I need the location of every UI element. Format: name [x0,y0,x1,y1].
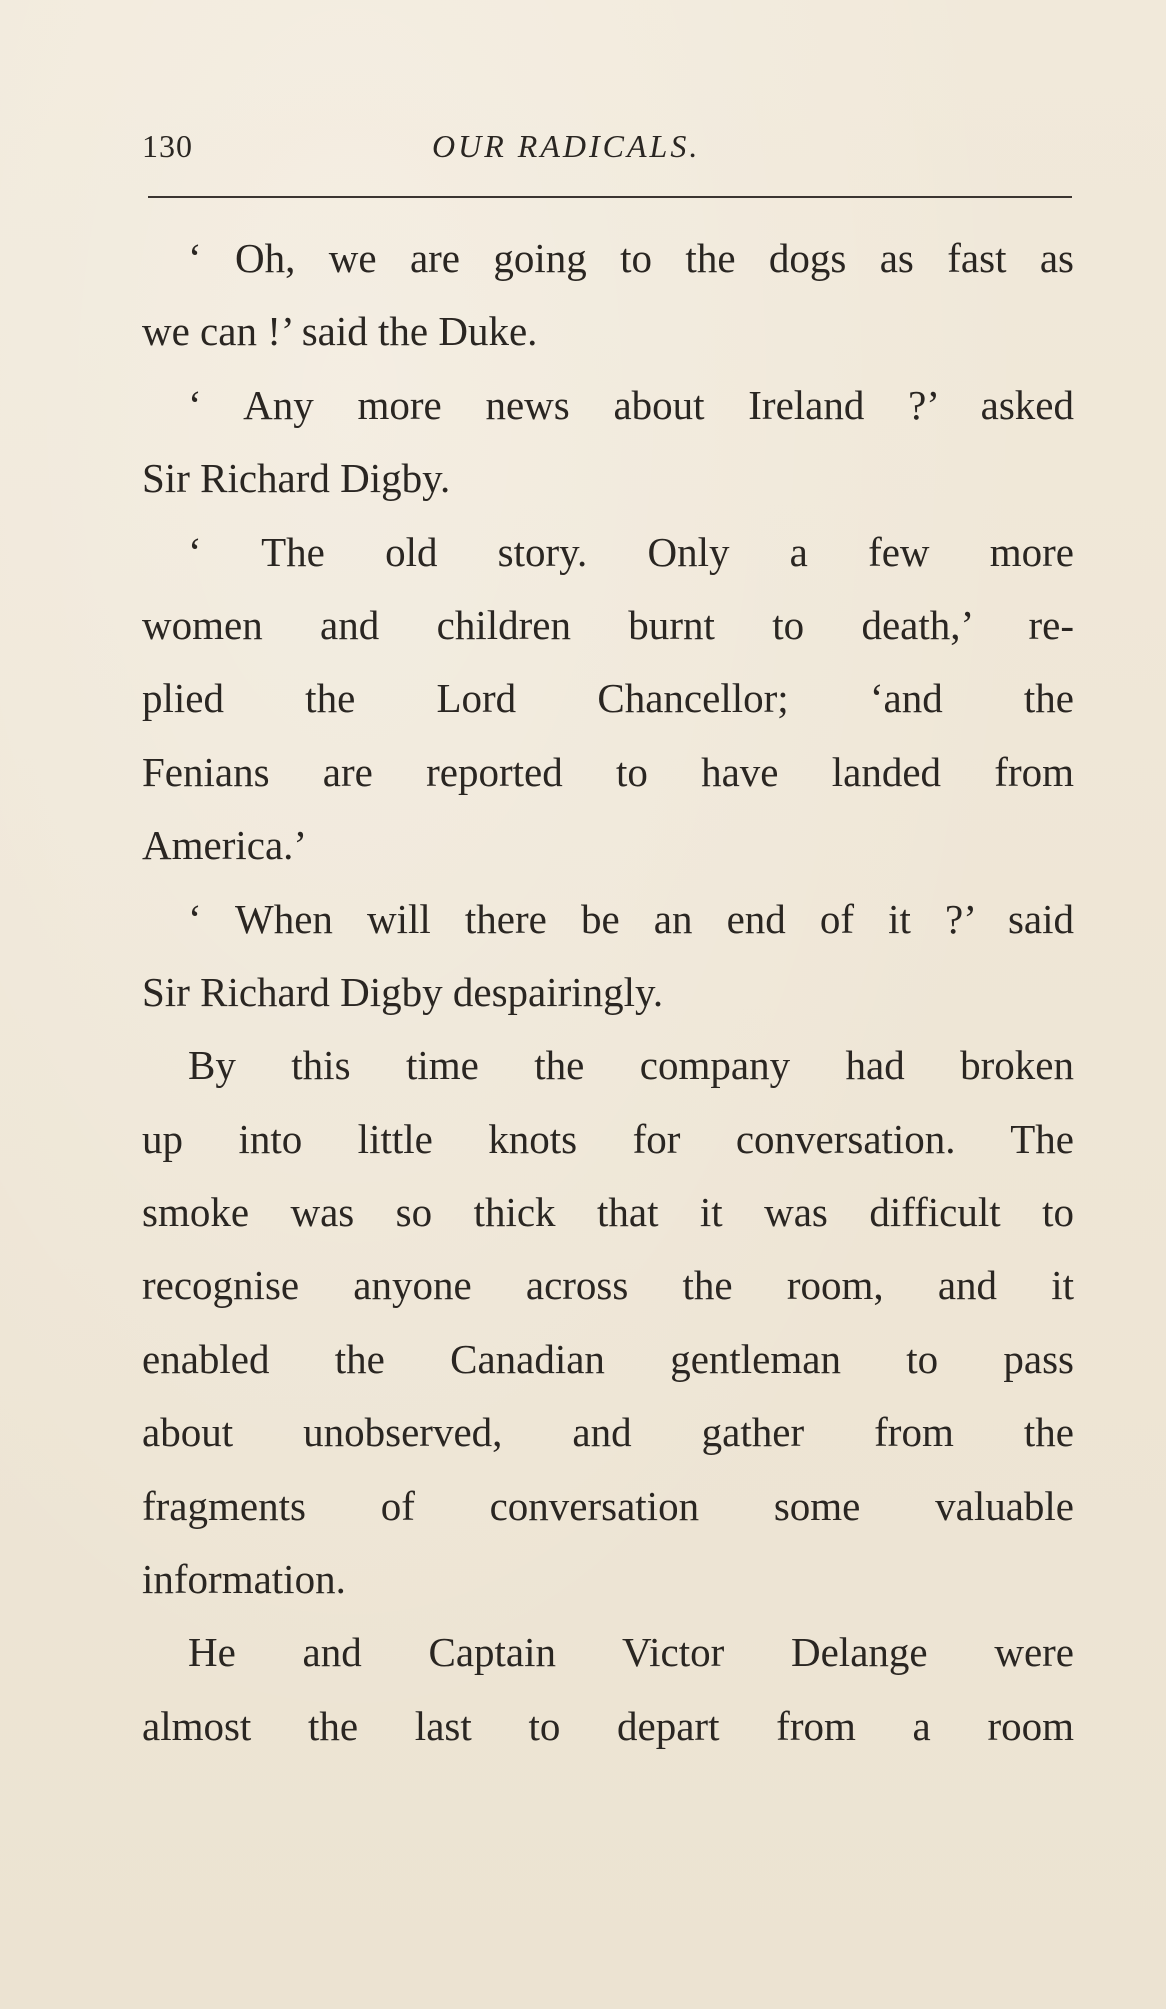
text-line: He and Captain Victor Delange were [188,1629,1074,1676]
header-rule [148,196,1072,198]
text-line: fragments of conversation some valuable [142,1482,1074,1529]
text-line: almost the last to depart from a room [142,1702,1074,1749]
page-header [142,128,1072,172]
text-line: ‘ Oh, we are going to the dogs as fast as [188,235,1074,281]
body-text [142,222,1074,1763]
text-line: we can !’ said the Duke. [142,308,538,355]
text-line: ‘ Any more news about Ireland ?’ asked [188,381,1074,428]
page-number: 130 [142,128,193,164]
text-line: Sir Richard Digby despairingly. [142,968,664,1015]
text-line: America.’ [142,822,308,869]
text-line: smoke was so thick that it was difficult to [142,1189,1074,1236]
text-line: women and children burnt to death,’ re- [142,601,1074,648]
text-line: Fenians are reported to have landed from [142,748,1074,795]
text-line: recognise anyone across the room, and it [142,1262,1074,1309]
text-line: ‘ When will there be an end of it ?’ said [188,895,1074,942]
text-line: information. [142,1556,346,1603]
text-line: about unobserved, and gather from the [142,1409,1074,1456]
text-line: By this time the company had broken [188,1042,1074,1089]
text-line: Sir Richard Digby. [142,455,451,502]
text-line: enabled the Canadian gentleman to pass [142,1335,1074,1382]
text-line: plied the Lord Chancellor; ‘and the [142,675,1074,722]
running-title: OUR RADICALS. [432,128,701,164]
text-line: up into little knots for conversation. The [142,1115,1074,1162]
text-line: ‘ The old story. Only a few more [188,528,1074,575]
